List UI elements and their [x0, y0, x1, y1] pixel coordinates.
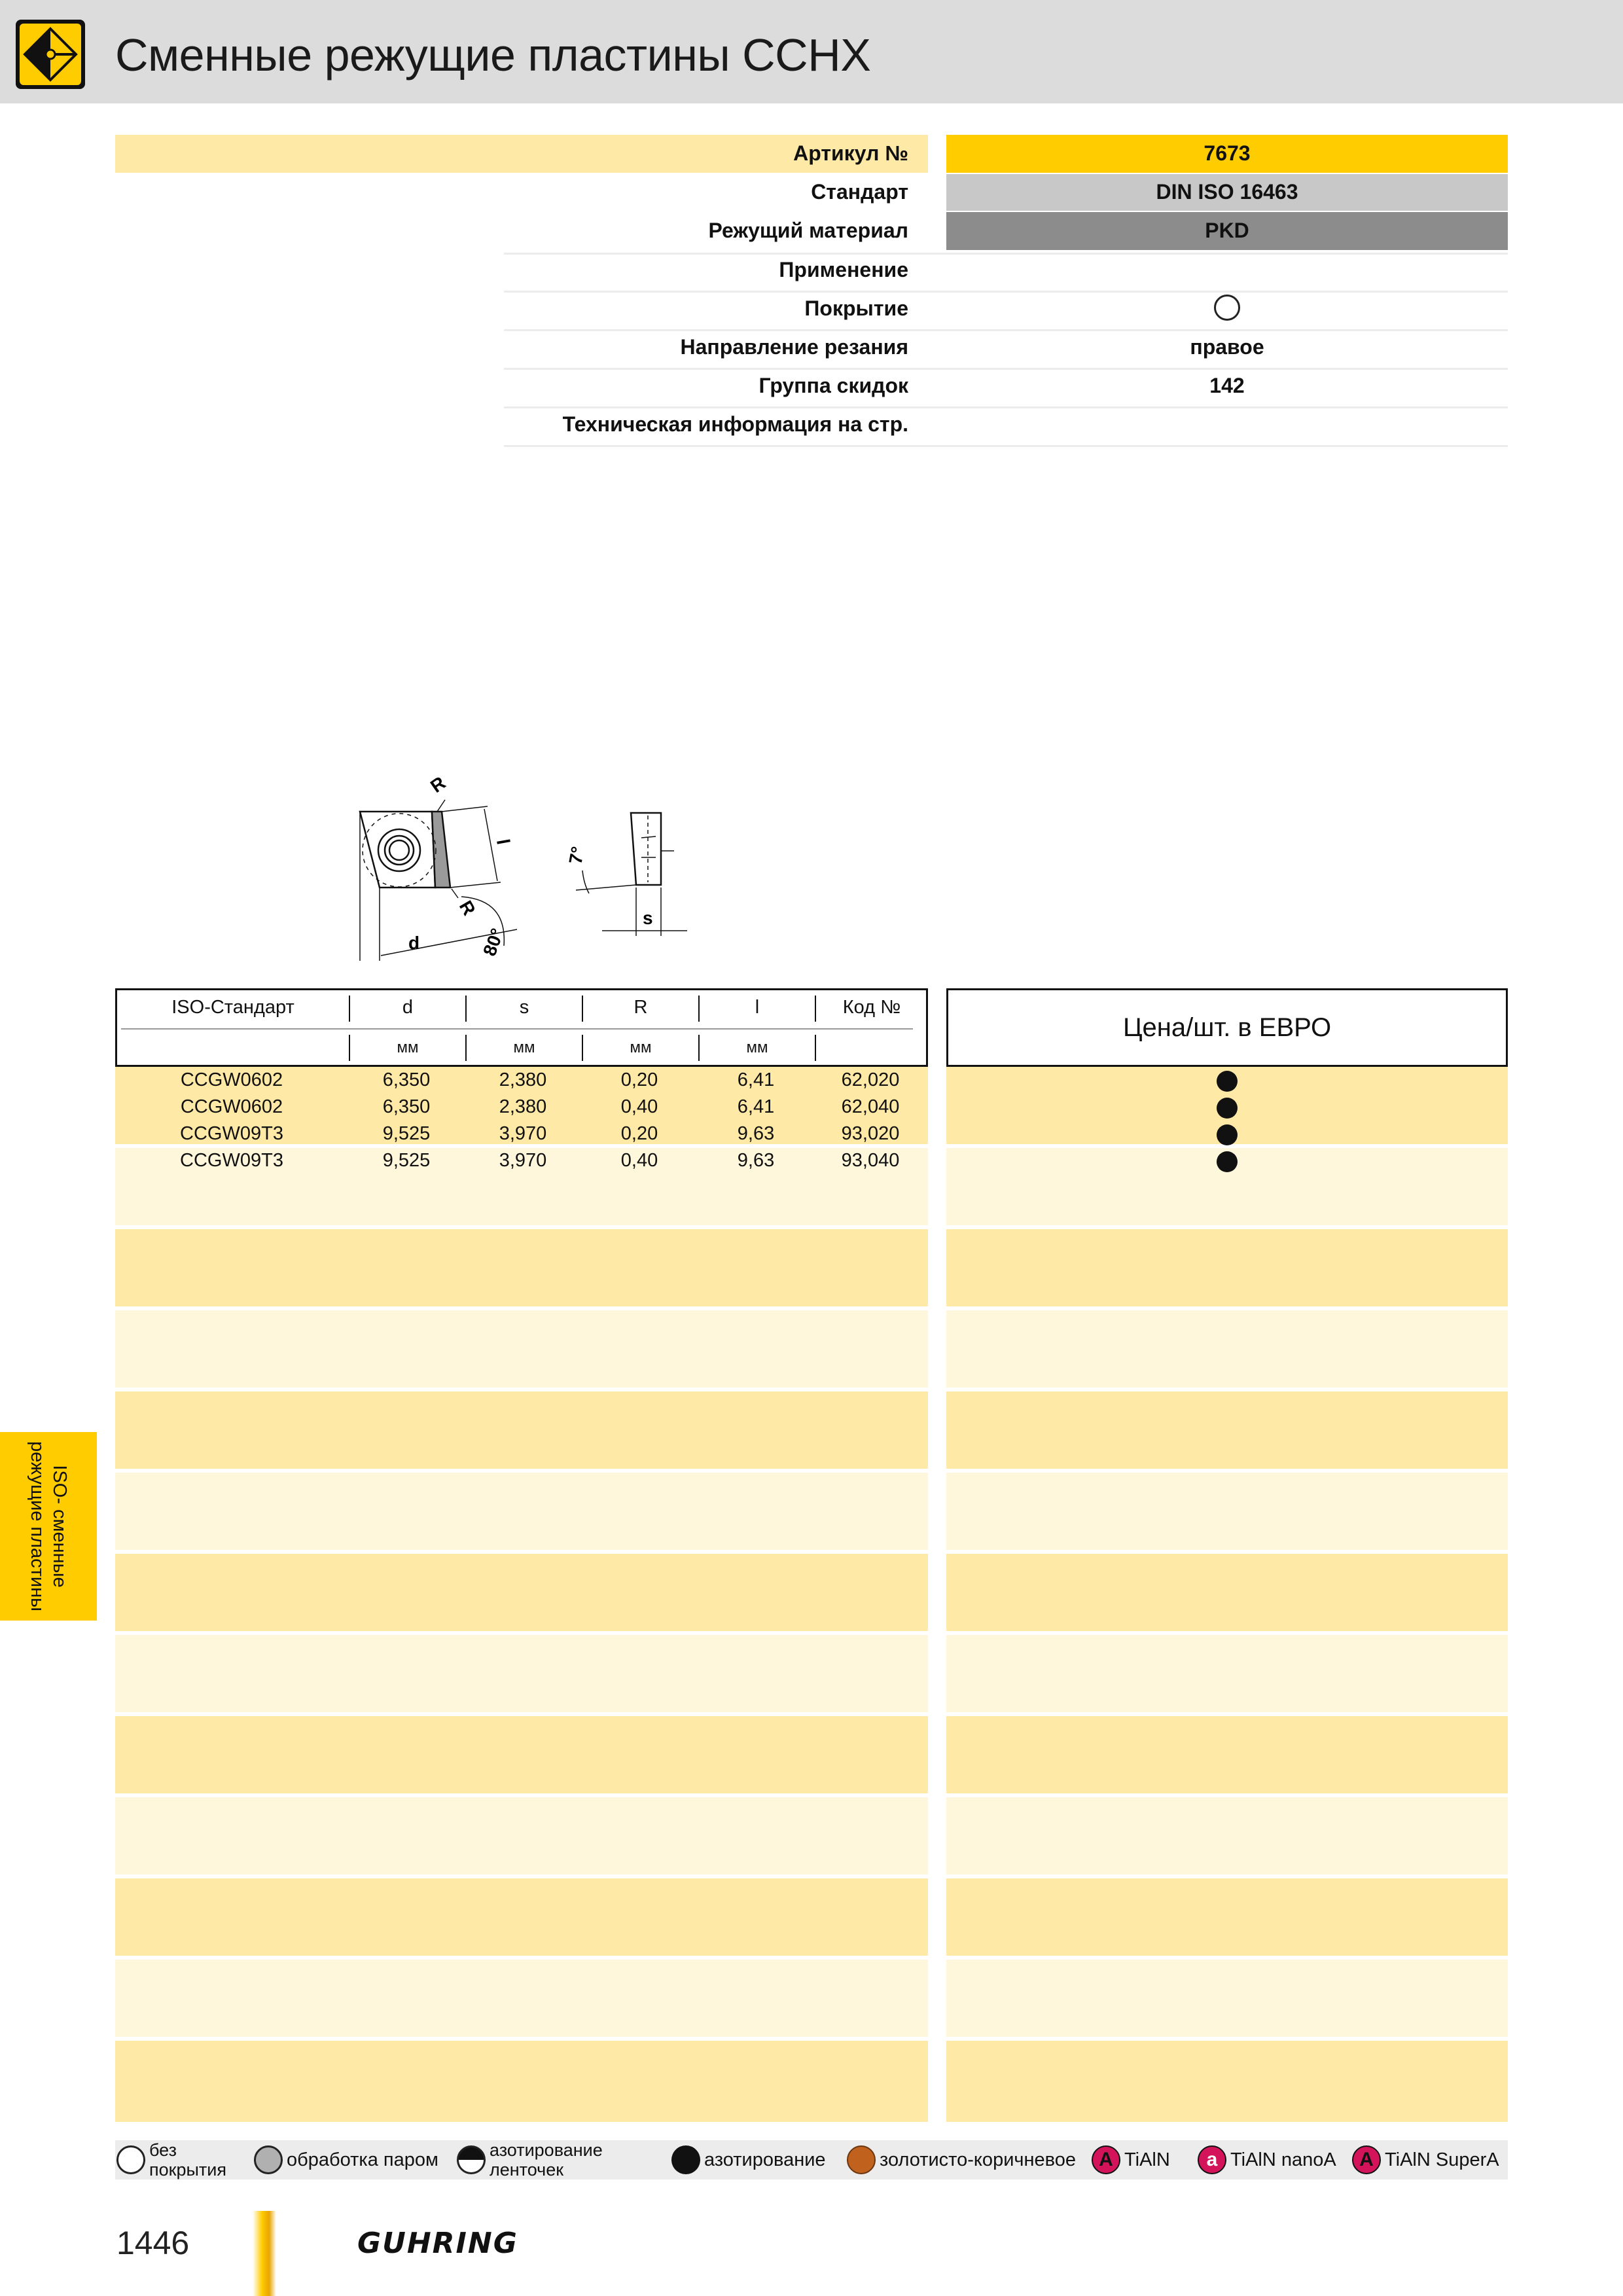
band-light — [115, 1635, 928, 1712]
cell-code: 62,020 — [841, 1069, 900, 1090]
side-tab-line1: ISO- сменные — [49, 1465, 70, 1588]
availability-dot-icon — [1217, 1071, 1238, 1092]
separator — [504, 253, 1508, 255]
technical-info-label: Техническая информация на стр. — [562, 412, 908, 436]
col-separator — [349, 996, 350, 1022]
separator — [504, 368, 1508, 370]
legend-label: покрытия — [149, 2160, 226, 2179]
col-separator — [349, 1035, 350, 1061]
discount-group-label: Группа скидок — [758, 374, 908, 397]
tialn-super-a-icon: A — [1352, 2145, 1381, 2174]
legend-item-tialn-super — [1352, 2140, 1499, 2179]
uncoated-circle-icon — [116, 2145, 145, 2174]
band-dark — [946, 2041, 1508, 2122]
legend-item-steam — [254, 2140, 438, 2179]
brand-logo: GUHRING — [357, 2227, 518, 2260]
cell-iso: CCGW0602 — [180, 1096, 283, 1117]
cell-s: 3,970 — [499, 1123, 547, 1144]
legend-item-tialn — [1092, 2140, 1170, 2179]
separator — [504, 291, 1508, 293]
availability-dot-icon — [1217, 1098, 1238, 1119]
drawing-label-r-bottom: R — [455, 897, 480, 919]
band-dark — [946, 1554, 1508, 1631]
col-header-d: d — [402, 997, 414, 1018]
cutting-material-value: PKD — [1205, 219, 1249, 242]
drawing-label-d: d — [408, 933, 420, 953]
col-header-s: s — [519, 997, 529, 1018]
band-dark — [115, 1878, 928, 1956]
tialn-nano-a-icon: a — [1198, 2145, 1226, 2174]
cell-d: 9,525 — [382, 1150, 431, 1171]
bronze-circle-icon — [847, 2145, 876, 2174]
cell-r: 0,20 — [620, 1123, 658, 1144]
band-light — [115, 1473, 928, 1550]
unit-l: мм — [746, 1039, 768, 1056]
col-separator — [815, 1035, 816, 1061]
uncoated-circle-icon — [1214, 295, 1240, 321]
cutting-material-label: Режущий материал — [708, 219, 908, 242]
legend-label: TiAlN — [1124, 2149, 1170, 2170]
col-header-iso: ISO-Стандарт — [171, 997, 294, 1018]
header-divider — [121, 1028, 913, 1030]
article-value: 7673 — [1204, 141, 1251, 165]
drawing-label-r-top: R — [427, 772, 450, 797]
band-light — [115, 1310, 928, 1388]
coating-legend — [115, 2140, 1508, 2179]
legend-item-gold-brown — [847, 2140, 1076, 2179]
col-separator — [582, 1035, 583, 1061]
col-header-l: l — [755, 997, 760, 1018]
unit-s: мм — [513, 1039, 535, 1056]
coating-value — [946, 295, 1508, 326]
page-number: 1446 — [116, 2225, 190, 2261]
section-side-tab — [0, 1432, 97, 1621]
cell-s: 3,970 — [499, 1150, 547, 1171]
cell-code: 93,040 — [841, 1150, 900, 1171]
legend-label: без — [149, 2140, 177, 2160]
standard-value: DIN ISO 16463 — [1156, 180, 1298, 204]
band-dark — [115, 2041, 928, 2122]
band-dark — [946, 1878, 1508, 1956]
legend-label: обработка паром — [287, 2149, 438, 2170]
black-circle-icon — [671, 2145, 700, 2174]
cell-r: 0,20 — [620, 1069, 658, 1090]
band-dark — [946, 1229, 1508, 1306]
legend-item-tialn-nano — [1198, 2140, 1336, 2179]
band-dark — [115, 1391, 928, 1469]
cell-l: 6,41 — [737, 1069, 775, 1090]
cell-iso: CCGW09T3 — [180, 1150, 283, 1171]
band-dark — [946, 1716, 1508, 1793]
col-header-r: R — [633, 997, 648, 1018]
cell-s: 2,380 — [499, 1096, 547, 1117]
steam-treated-circle-icon — [254, 2145, 283, 2174]
band-light — [946, 1473, 1508, 1550]
col-separator — [698, 996, 700, 1022]
insert-side-view — [576, 813, 687, 936]
cell-r: 0,40 — [620, 1150, 658, 1171]
cell-s: 2,380 — [499, 1069, 547, 1090]
band-light — [946, 1310, 1508, 1388]
coating-label: Покрытие — [804, 296, 908, 320]
availability-dot-icon — [1217, 1151, 1238, 1172]
unit-d: мм — [397, 1039, 419, 1056]
band-dark — [115, 1229, 928, 1306]
band-dark — [115, 1716, 928, 1793]
unit-r: мм — [630, 1039, 652, 1056]
cell-d: 6,350 — [382, 1069, 431, 1090]
band-light — [946, 1635, 1508, 1712]
col-separator — [698, 1035, 700, 1061]
cell-iso: CCGW0602 — [180, 1069, 283, 1090]
band-light — [115, 1797, 928, 1874]
standard-label: Стандарт — [811, 180, 908, 204]
legend-label: азотирование — [490, 2140, 603, 2160]
legend-label: золотисто-коричневое — [880, 2149, 1076, 2170]
cutting-direction-label: Направление резания — [680, 335, 908, 359]
application-label: Применение — [779, 258, 908, 281]
guhring-logo-icon — [16, 20, 85, 89]
availability-dot-icon — [1217, 1124, 1238, 1145]
separator — [504, 445, 1508, 447]
cell-d: 9,525 — [382, 1123, 431, 1144]
page-header — [0, 0, 1623, 103]
separator — [504, 406, 1508, 408]
cell-iso: CCGW09T3 — [180, 1123, 283, 1144]
article-label: Артикул № — [793, 141, 908, 165]
col-separator — [465, 996, 467, 1022]
discount-group-value: 142 — [1209, 374, 1245, 397]
cutting-direction-value: правое — [1190, 335, 1264, 359]
legend-label: TiAlN nanoA — [1230, 2149, 1336, 2170]
cell-l: 6,41 — [737, 1096, 775, 1117]
band-light — [946, 1797, 1508, 1874]
legend-label: TiAlN SuperA — [1385, 2149, 1499, 2170]
col-separator — [815, 996, 816, 1022]
separator — [504, 329, 1508, 331]
footer-accent-bar — [253, 2211, 276, 2296]
cell-d: 6,350 — [382, 1096, 431, 1117]
drawing-label-l: l — [492, 837, 514, 846]
legend-label: азотирование — [704, 2149, 826, 2170]
half-filled-circle-icon — [457, 2145, 486, 2174]
legend-item-uncoated — [116, 2140, 226, 2179]
band-dark — [115, 1554, 928, 1631]
drawing-label-s: s — [643, 908, 653, 928]
cell-code: 93,020 — [841, 1123, 900, 1144]
band-dark — [946, 1391, 1508, 1469]
cell-r: 0,40 — [620, 1096, 658, 1117]
drawing-label-clearance: 7° — [565, 844, 588, 866]
tialn-a-icon: A — [1092, 2145, 1120, 2174]
legend-label: ленточек — [490, 2160, 564, 2179]
band-light — [946, 1960, 1508, 2037]
table-header — [115, 988, 928, 1067]
band-light — [115, 1960, 928, 2037]
legend-item-nitriding — [671, 2140, 826, 2179]
price-header: Цена/шт. в ЕВРО — [946, 988, 1508, 1067]
col-separator — [465, 1035, 467, 1061]
side-tab-line2: режущие пластины — [27, 1441, 48, 1611]
col-header-code: Код № — [842, 997, 901, 1018]
insert-drawing — [340, 759, 707, 975]
cell-l: 9,63 — [737, 1123, 775, 1144]
cell-l: 9,63 — [737, 1150, 775, 1171]
col-separator — [582, 996, 583, 1022]
cell-code: 62,040 — [841, 1096, 900, 1117]
legend-item-land-nitriding — [457, 2140, 603, 2179]
page-title: Сменные режущие пластины CCHX — [115, 29, 871, 81]
drawing-label-angle: 80° — [479, 925, 508, 959]
